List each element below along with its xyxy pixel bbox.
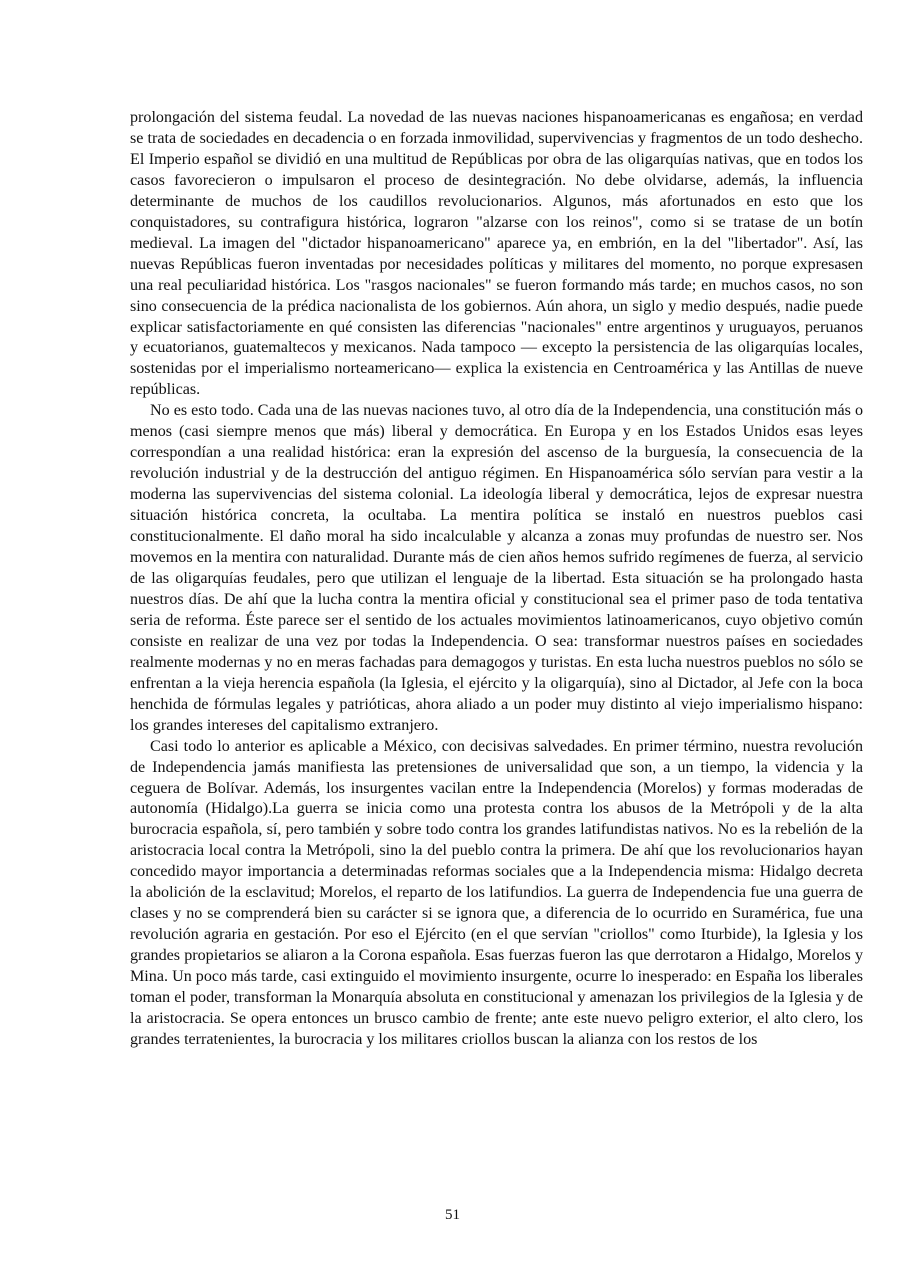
paragraph-3: Casi todo lo anterior es aplicable a México, con decisivas salvedades. En primer término, nuestra revolución de Independencia jamás manifiesta las pretensiones de universalidad que son, a un tiempo, la videncia y la ceguera de Bolívar. Además, los insurgentes vacilan entre la Independencia (Morelos) y formas moderadas de autonomía (Hidalgo).La guerra se inicia como una protesta contra los abusos de la Metrópoli y de la alta burocracia española, sí, pero también y sobre todo contra los grandes latifundistas nativos. No es la rebelión de la aristocracia local contra la Metrópoli, sino la del pueblo contra la primera. De ahí que los revolucionarios hayan concedido mayor importancia a determinadas reformas sociales que a la Independencia misma: Hidalgo decreta la abolición de la esclavitud; Morelos, el reparto de los latifundios. La guerra de Independencia fue una guerra de clases y no se comprenderá bien su carácter si se ignora que, a diferencia de lo ocurrido en Suramérica, fue una revolución agraria en gestación. Por eso el Ejército (en el que servían "criollos" como Iturbide), la Iglesia y los grandes propietarios se aliaron a la Corona española. Esas fuerzas fueron las que derrotaron a Hidalgo, Morelos y Mina. Un poco más tarde, casi extinguido el movimiento insurgente, ocurre lo inesperado: en España los liberales toman el poder, transforman la Monarquía absoluta en constitucional y amenazan los privilegios de la Iglesia y de la aristocracia. Se opera entonces un brusco cambio de frente; ante este nuevo peligro exterior, el alto clero, los grandes terratenientes, la burocracia y los militares criollos buscan la alianza con los restos de los xyxy=(130,737,863,1048)
body-text xyxy=(130,108,863,1051)
paragraph-2: No es esto todo. Cada una de las nuevas naciones tuvo, al otro día de la Independencia, una constitución más o menos (casi siempre menos que más) liberal y democrática. En Europa y en los Estados Unidos esas leyes correspondían a una realidad histórica: eran la expresión del ascenso de la burguesía, la consecuencia de la revolución industrial y de la destrucción del antiguo régimen. En Hispanoamérica sólo servían para vestir a la moderna las supervivencias del sistema colonial. La ideología liberal y democrática, lejos de expresar nuestra situación histórica concreta, la ocultaba. La mentira política se instaló en nuestros pueblos casi constitucionalmente. El daño moral ha sido incalculable y alcanza a zonas muy profundas de nuestro ser. Nos movemos en la mentira con naturalidad. Durante más de cien años hemos sufrido regímenes de fuerza, al servicio de las oligarquías feudales, pero que utilizan el lenguaje de la libertad. Esta situación se ha prolongado hasta nuestros días. De ahí que la lucha contra la mentira oficial y constitucional sea el primer paso de toda tentativa seria de reforma. Éste parece ser el sentido de los actuales movimientos latinoamericanos, cuyo objetivo común consiste en realizar de una vez por todas la Independencia. O sea: transformar nuestros países en sociedades realmente modernas y no en meras fachadas para demagogos y turistas. En esta lucha nuestros pueblos no sólo se enfrentan a la vieja herencia española (la Iglesia, el ejército y la oligarquía), sino al Dictador, al Jefe con la boca henchida de fórmulas legales y patrióticas, ahora aliado a un poder muy distinto al viejo imperialismo hispano: los grandes intereses del capitalismo extranjero. xyxy=(130,402,863,734)
page-number: 51 xyxy=(445,1207,460,1223)
paragraph-1: prolongación del sistema feudal. La novedad de las nuevas naciones hispanoamericanas es engañosa; en verdad se trata de sociedades en decadencia o en forzada inmovilidad, supervivencias y fragmentos de un todo deshecho. El Imperio español se dividió en una multitud de Repúblicas por obra de las oligarquías nativas, que en todos los casos favorecieron o impulsaron el proceso de desintegración. No debe olvidarse, además, la influencia determinante de muchos de los caudillos revolucionarios. Algunos, más afortunados en esto que los conquistadores, su contrafigura histórica, lograron "alzarse con los reinos", como si se tratase de un botín medieval. La imagen del "dictador hispanoamericano" aparece ya, en embrión, en la del "libertador". Así, las nuevas Repúblicas fueron inventadas por necesidades políticas y militares del momento, no porque expresasen una real peculiaridad histórica. Los "rasgos nacionales" se fueron formando más tarde; en muchos casos, no son sino consecuencia de la prédica nacionalista de los gobiernos. Aún ahora, un siglo y medio después, nadie puede explicar satisfactoriamente en qué consisten las diferencias "nacionales" entre argentinos y uruguayos, peruanos y ecuatorianos, guatemaltecos y mexicanos. Nada tampoco — excepto la persistencia de las oligarquías locales, sostenidas por el imperialismo norteamericano— explica la existencia en Centroamérica y las Antillas de nueve repúblicas. xyxy=(130,109,863,399)
